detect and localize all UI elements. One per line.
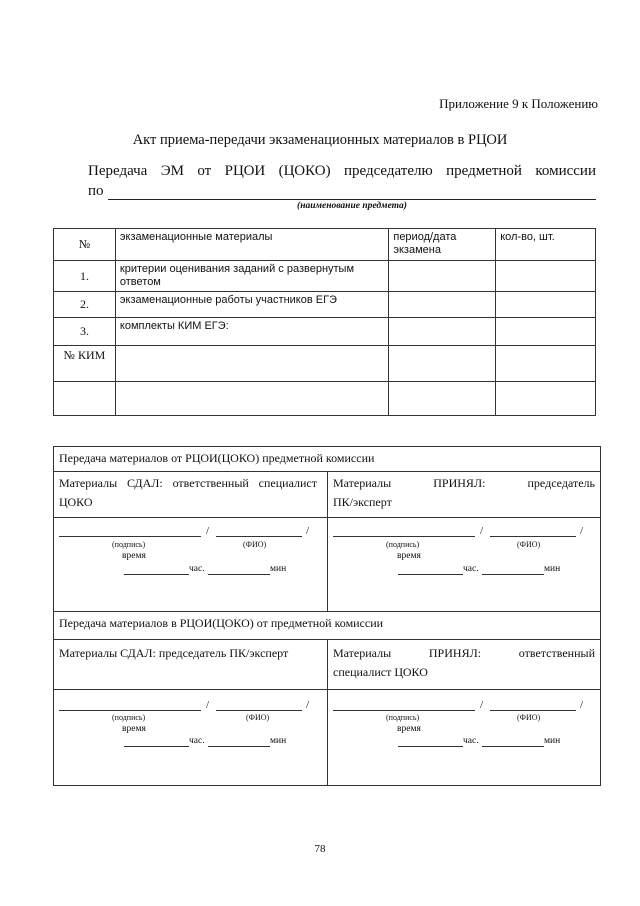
section1-title: Передача материалов от РЦОИ(ЦОКО) предметной комиссии bbox=[59, 451, 375, 465]
minutes-line[interactable] bbox=[482, 574, 544, 575]
signature-caption: (подпись) bbox=[112, 540, 146, 549]
transfer-heading: Передача ЭМ от РЦОИ (ЦОКО) председателю предметной комиссии bbox=[88, 163, 596, 179]
row-period-cell[interactable] bbox=[389, 292, 496, 318]
minutes-label: мин bbox=[270, 564, 287, 574]
slash-separator: / bbox=[580, 699, 584, 711]
fio-caption: (ФИО) bbox=[243, 540, 267, 549]
minutes-line[interactable] bbox=[208, 746, 270, 747]
section1-right-label: Материалы ПРИНЯЛ: председатель bbox=[333, 476, 595, 490]
row-number bbox=[54, 382, 116, 416]
table-header-row bbox=[54, 229, 596, 261]
slash-separator: / bbox=[206, 525, 210, 537]
divider bbox=[327, 471, 328, 611]
row-number: 3. bbox=[54, 318, 116, 346]
po-label: по bbox=[88, 183, 104, 199]
minutes-label: мин bbox=[544, 736, 561, 746]
row-item[interactable] bbox=[115, 382, 388, 416]
slash-separator: / bbox=[580, 525, 584, 537]
slash-separator: / bbox=[306, 525, 310, 537]
header-quantity: кол-во, шт. bbox=[496, 229, 596, 261]
table-row bbox=[54, 346, 596, 382]
fio-line[interactable] bbox=[216, 536, 302, 537]
transfer-form bbox=[53, 446, 601, 786]
signature-caption: (подпись) bbox=[386, 713, 420, 722]
divider bbox=[54, 517, 600, 518]
table-row bbox=[54, 292, 596, 318]
materials-table bbox=[53, 228, 596, 416]
row-number: 2. bbox=[54, 292, 116, 318]
appendix-label: Приложение 9 к Положению bbox=[439, 96, 598, 111]
fio-line[interactable] bbox=[490, 710, 576, 711]
section1-left-label-2: ЦОКО bbox=[59, 495, 93, 509]
signature-line[interactable] bbox=[59, 536, 201, 537]
row-number: № КИМ bbox=[54, 346, 116, 382]
hours-label: час. bbox=[463, 736, 479, 746]
divider bbox=[54, 611, 600, 612]
fio-caption: (ФИО) bbox=[246, 713, 270, 722]
row-item: комплекты КИМ ЕГЭ: bbox=[115, 318, 388, 346]
row-period-cell[interactable] bbox=[389, 261, 496, 292]
section2-title: Передача материалов в РЦОИ(ЦОКО) от предметной комиссии bbox=[59, 616, 384, 630]
slash-separator: / bbox=[306, 699, 310, 711]
hours-line[interactable] bbox=[398, 746, 463, 747]
hours-line[interactable] bbox=[124, 746, 189, 747]
hours-line[interactable] bbox=[124, 574, 189, 575]
fio-caption: (ФИО) bbox=[517, 540, 541, 549]
fio-caption: (ФИО) bbox=[517, 713, 541, 722]
slash-separator: / bbox=[480, 699, 484, 711]
header-materials: экзаменационные материалы bbox=[115, 229, 388, 261]
subject-caption: (наименование предмета) bbox=[297, 201, 407, 211]
minutes-label: мин bbox=[544, 564, 561, 574]
time-label: время bbox=[397, 724, 421, 734]
divider bbox=[54, 689, 600, 690]
row-item: экзаменационные работы участников ЕГЭ bbox=[115, 292, 388, 318]
signature-caption: (подпись) bbox=[112, 713, 146, 722]
section2-right-label-2: специалист ЦОКО bbox=[333, 665, 428, 679]
signature-line[interactable] bbox=[333, 710, 475, 711]
row-item: критерии оценивания заданий с развернутым ответом bbox=[115, 261, 388, 292]
row-period-cell[interactable] bbox=[389, 382, 496, 416]
time-label: время bbox=[122, 551, 146, 561]
table-row bbox=[54, 382, 596, 416]
table-row bbox=[54, 261, 596, 292]
page-number: 78 bbox=[314, 843, 326, 855]
document-title: Акт приема-передачи экзаменационных материалов в РЦОИ bbox=[132, 132, 508, 148]
row-quantity-cell[interactable] bbox=[496, 261, 596, 292]
minutes-line[interactable] bbox=[482, 746, 544, 747]
signature-caption: (подпись) bbox=[386, 540, 420, 549]
section1-right-label-2: ПК/эксперт bbox=[333, 495, 392, 509]
section2-left-label: Материалы СДАЛ: председатель ПК/эксперт bbox=[59, 646, 289, 660]
hours-line[interactable] bbox=[398, 574, 463, 575]
minutes-label: мин bbox=[270, 736, 287, 746]
time-label: время bbox=[397, 551, 421, 561]
hours-label: час. bbox=[189, 564, 205, 574]
section1-left-label: Материалы СДАЛ: ответственный специалист bbox=[59, 476, 317, 490]
row-period-cell[interactable] bbox=[389, 318, 496, 346]
row-item[interactable] bbox=[115, 346, 388, 382]
fio-line[interactable] bbox=[490, 536, 576, 537]
table-row bbox=[54, 318, 596, 346]
header-number: № bbox=[54, 229, 116, 261]
row-quantity-cell[interactable] bbox=[496, 292, 596, 318]
minutes-line[interactable] bbox=[208, 574, 270, 575]
time-label: время bbox=[122, 724, 146, 734]
row-quantity-cell[interactable] bbox=[496, 346, 596, 382]
divider bbox=[327, 639, 328, 786]
signature-line[interactable] bbox=[333, 536, 475, 537]
signature-line[interactable] bbox=[59, 710, 201, 711]
slash-separator: / bbox=[206, 699, 210, 711]
row-number: 1. bbox=[54, 261, 116, 292]
row-quantity-cell[interactable] bbox=[496, 318, 596, 346]
row-period-cell[interactable] bbox=[389, 346, 496, 382]
row-quantity-cell[interactable] bbox=[496, 382, 596, 416]
hours-label: час. bbox=[463, 564, 479, 574]
header-period: период/дата экзамена bbox=[389, 229, 496, 261]
hours-label: час. bbox=[189, 736, 205, 746]
subject-field-line[interactable] bbox=[108, 199, 596, 200]
section2-right-label: Материалы ПРИНЯЛ: ответственный bbox=[333, 646, 595, 660]
fio-line[interactable] bbox=[216, 710, 302, 711]
slash-separator: / bbox=[480, 525, 484, 537]
